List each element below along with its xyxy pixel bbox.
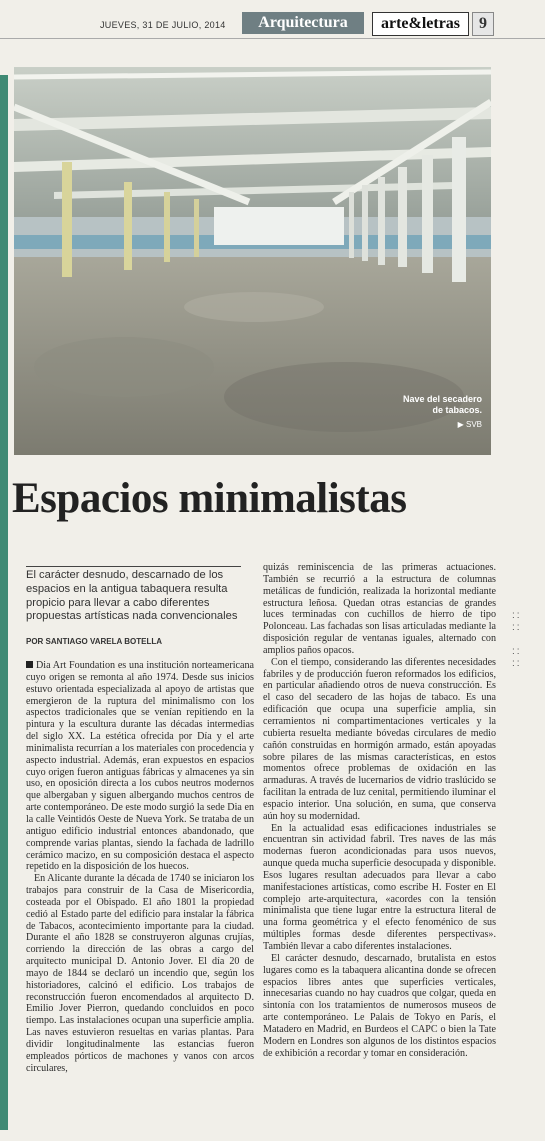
paragraph — [26, 660, 254, 873]
photo-caption — [392, 394, 482, 416]
supplement-logo: arte&letras — [372, 12, 469, 36]
caption-line: de tabacos. — [432, 405, 482, 415]
paragraph-text: Dia Art Foundation es una institución norteamericana cuyo origen se remonta al año 1974. Desde sus inicios estuvo orientada especializada al apoyo de artistas que emergieron de la ruptura del minimalismo con los aspectos tradicionales que se venían repitiendo en la pintura y la escultura durante las décadas intermedias del siglo XX. La estética ofrecida por Día y el arte minimalista recurrían a los materiales con procedencia y aspecto industrial. Además, eran expuestos en espacios cuyo origen fueron antiguas fábricas y almacenes ya sin uso, en oposición directa a los cubos neutros modernos que albergaban y siguen albergando muchos centros de arte contemporáneo. De este modo surgió la sede Dia en la calle Veintidós Oeste de Nueva York. Se trataba de un antiguo edificio industrial entonces abandonado, que comprende varias plantas, siendo la fachada de ladrillo cerámico macizo, en su composición destaca el aspecto repetido en la disposición de los huecos. — [26, 660, 254, 873]
paragraph: En la actualidad esas edificaciones industriales se encuentran sin actividad fabril. Tres naves de las más modernas fueron acondicionadas para usos nuevos, aunque queda mucha superficie desocupada y disponible. Esos lugares resultan adecuados para llevar a cabo manifestaciones artísticas, como escribe H. Foster en El complejo arte-arquitectura, «acordes con la tensión minimalista que tiene lugar entre la estructura literal de una forma geométrica y el efecto fenoménico de sus múltiples formas desde diferentes perspectivas». También llevar a cabo diferentes instalaciones. — [263, 822, 496, 952]
article-column-1 — [26, 660, 254, 1075]
issue-date: JUEVES, 31 DE JULIO, 2014 — [100, 20, 226, 30]
section-label: Arquitectura — [242, 12, 364, 34]
article-column-2 — [263, 562, 496, 1059]
paragraph: El carácter desnudo, descarnado, brutalista en estos lugares como es la tabaquera alicantina donde se ofrecen espacios libres antes que superficies verticales, innecesarias cuando no hay cuadros que colgar, queda en sintonía con los tratamientos de numerosos museos de arte contemporáneo. Le Palais de Tokyo en París, el Matadero en Madrid, en Burdeos el CAPC o bien la Tate Modern en Londres son algunos de los distintos espacios de exhibición a recordar y tomar en consideración. — [263, 952, 496, 1059]
page-header — [0, 10, 545, 38]
caption-line: Nave del secadero — [402, 394, 482, 404]
headline: Espacios minimalistas — [12, 475, 407, 522]
margin-dots: :: :: :: :: — [512, 610, 522, 669]
header-rule — [0, 38, 545, 39]
standfirst: El carácter desnudo, descarnado de los espacios en la antigua tabaquera resulta propicio para llevar a cabo diferentes propuestas artísticas nada convencionales — [26, 566, 241, 624]
paragraph: quizás reminiscencia de las primeras actuaciones. También se recurrió a la estructura de columnas metálicas de fundición, realizada la horizontal mediante estructura leñosa. Quedan otras estancias de grandes luces terminadas con cuchillos de hierro de tipo Polonceau. Las fachadas son lisas articuladas mediante la disposición regular de ventanas iguales, alternado con amplios paños opacos. — [263, 562, 496, 656]
byline: POR SANTIAGO VARELA BOTELLA — [26, 637, 162, 646]
paragraph: Con el tiempo, considerando las diferentes necesidades fabriles y de producción fueron reformados los edificios, en particular añadiendo otros de nueva construcción. Es el caso del secadero de las hojas de tabaco. Es una edificación que ocupa una superficie amplia, sin cerramientos ni compartimentaciones verticales y la cubierta resuelta mediante bóvedas circulares de medio cañón construidas en hormigón armado, están apoyadas sobre pilares de las mismas características, en estos momentos ofrece problemas de oxidación en las armaduras. A través de lucernarios de vidrio traslúcido se facilitan la entrada de luz cenital, permitiendo iluminar el espacio interior. Una solución, en suma, que conserva aún hoy su modernidad. — [263, 656, 496, 822]
accent-bar — [0, 75, 8, 1130]
photo-credit: ▶ SVB — [457, 420, 482, 429]
page-number: 9 — [472, 12, 494, 36]
paragraph: En Alicante durante la década de 1740 se iniciaron los trabajos para construir de la Casa de Misericordia, costeada por el Obispado. El año 1801 la propiedad cedió al Estado parte del edificio para instalar la fábrica de Tabacos, acontecimiento importante para la ciudad. Durante el año 1828 se construyeron algunas crujías, corriendo la dirección de las obras a cargo del arquitecto municipal D. Antonio Jover. El día 20 de mayo de 1844 se declaró un incendio que, según los historiadores, calcinó el edificio. Los trabajos de reconstrucción fueron encomendados al arquitecto D. Emilio Jover Pierron, quedando concluidos en poco tiempo. Las instalaciones ocupan una superficie amplia. Las naves estuvieron resueltas en varias plantas. Para dividir longitudinalmente las estancias fueron empleados pórticos de machones y vanos con arcos circulares, — [26, 873, 254, 1074]
square-bullet-icon — [26, 661, 33, 668]
